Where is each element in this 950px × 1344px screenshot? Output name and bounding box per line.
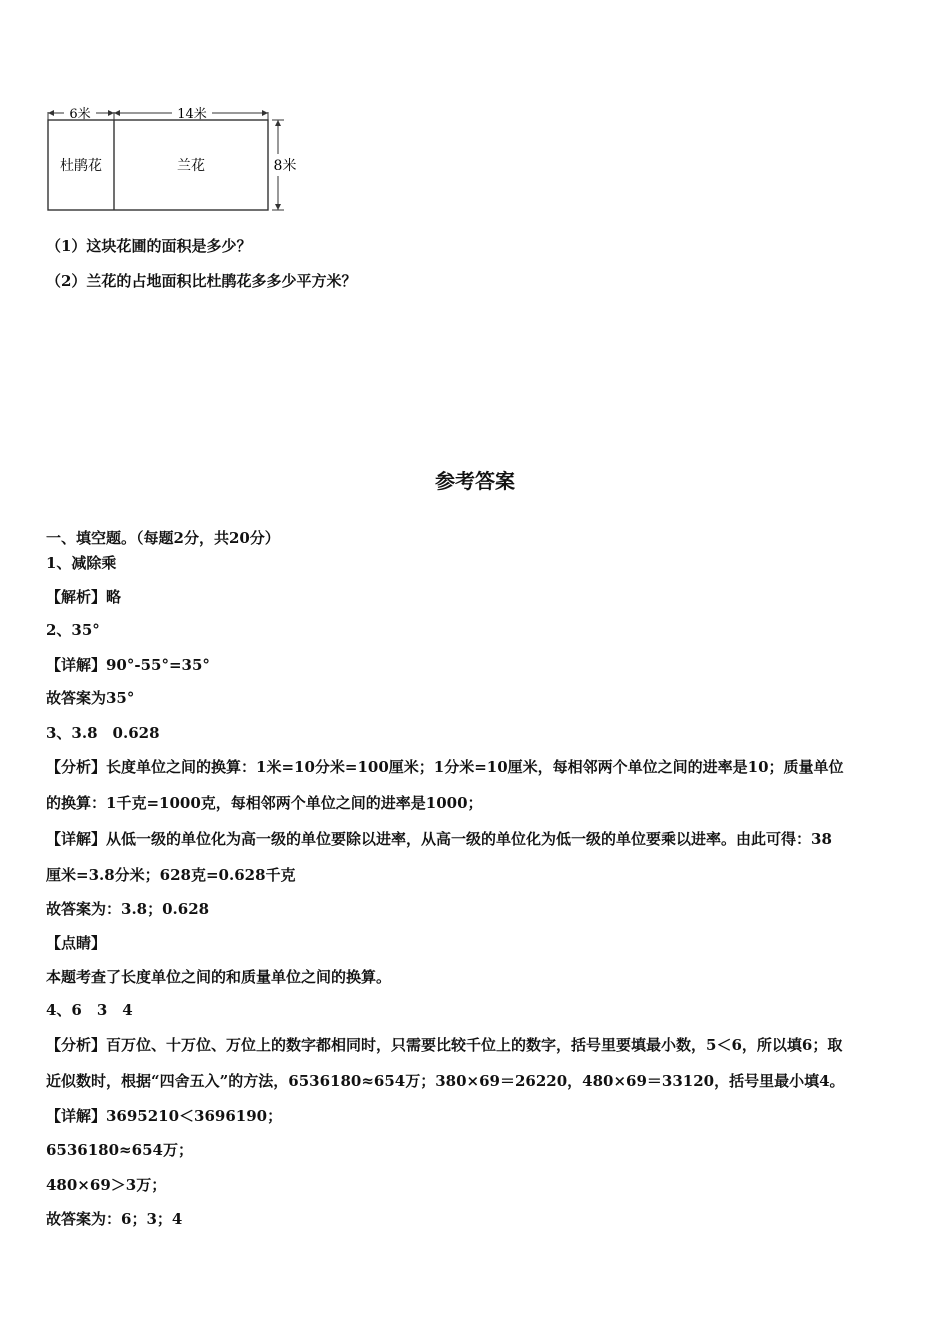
section-heading: 一、填空题。（每题2分，共20分） <box>46 529 280 547</box>
answer-title: 参考答案 <box>435 469 515 493</box>
answer-line: 1、减除乘 <box>46 554 117 572</box>
answer-line: 3、3.8 0.628 <box>46 724 160 742</box>
answer-line: 6536180≈654万； <box>46 1141 193 1159</box>
answer-line: 【分析】百万位、十万位、万位上的数字都相同时，只需要比较千位上的数字，括号里要填最小数，5＜6，所以填6；取 <box>46 1036 843 1054</box>
answer-line: 的换算：1千克=1000克，每相邻两个单位之间的进率是1000； <box>46 794 483 812</box>
answer-line: 故答案为：3.8；0.628 <box>46 900 210 918</box>
answer-line: 【详解】3695210＜3696190； <box>46 1107 283 1125</box>
answer-line: 本题考查了长度单位之间的和质量单位之间的换算。 <box>46 968 392 986</box>
region-label-orchid: 兰花 <box>177 158 205 174</box>
width-label-right: 14米 <box>177 107 207 122</box>
region-label-azalea: 杜鹃花 <box>60 158 102 174</box>
answer-line: 【解析】略 <box>46 588 122 606</box>
question-1: （1）这块花圃的面积是多少？ <box>46 237 252 255</box>
answer-line: 【详解】90°-55°=35° <box>46 656 210 674</box>
answer-line: 厘米=3.8分米；628克=0.628千克 <box>46 866 296 884</box>
answer-line: 【点睛】 <box>46 934 107 952</box>
answer-line: 故答案为：6；3；4 <box>46 1210 183 1228</box>
answer-line: 4、6 3 4 <box>46 1001 133 1019</box>
answer-line: 480×69＞3万； <box>46 1176 167 1194</box>
flower-bed-diagram <box>40 98 310 218</box>
question-2: （2）兰花的占地面积比杜鹃花多多少平方米？ <box>46 272 357 290</box>
answer-line: 【分析】长度单位之间的换算：1米=10分米=100厘米；1分米=10厘米，每相邻两个单位之间的进率是10；质量单位 <box>46 758 844 776</box>
answer-line: 近似数时，根据“四舍五入”的方法，6536180≈654万；380×69＝26220，480×69＝33120，括号里最小填4。 <box>46 1072 845 1090</box>
answer-line: 故答案为35° <box>46 689 135 707</box>
answer-line: 【详解】从低一级的单位化为高一级的单位要除以进率，从高一级的单位化为低一级的单位要乘以进率。由此可得：38 <box>46 830 832 848</box>
width-label-left: 6米 <box>69 107 91 122</box>
height-label: 8米 <box>273 158 297 174</box>
answer-line: 2、35° <box>46 621 100 639</box>
